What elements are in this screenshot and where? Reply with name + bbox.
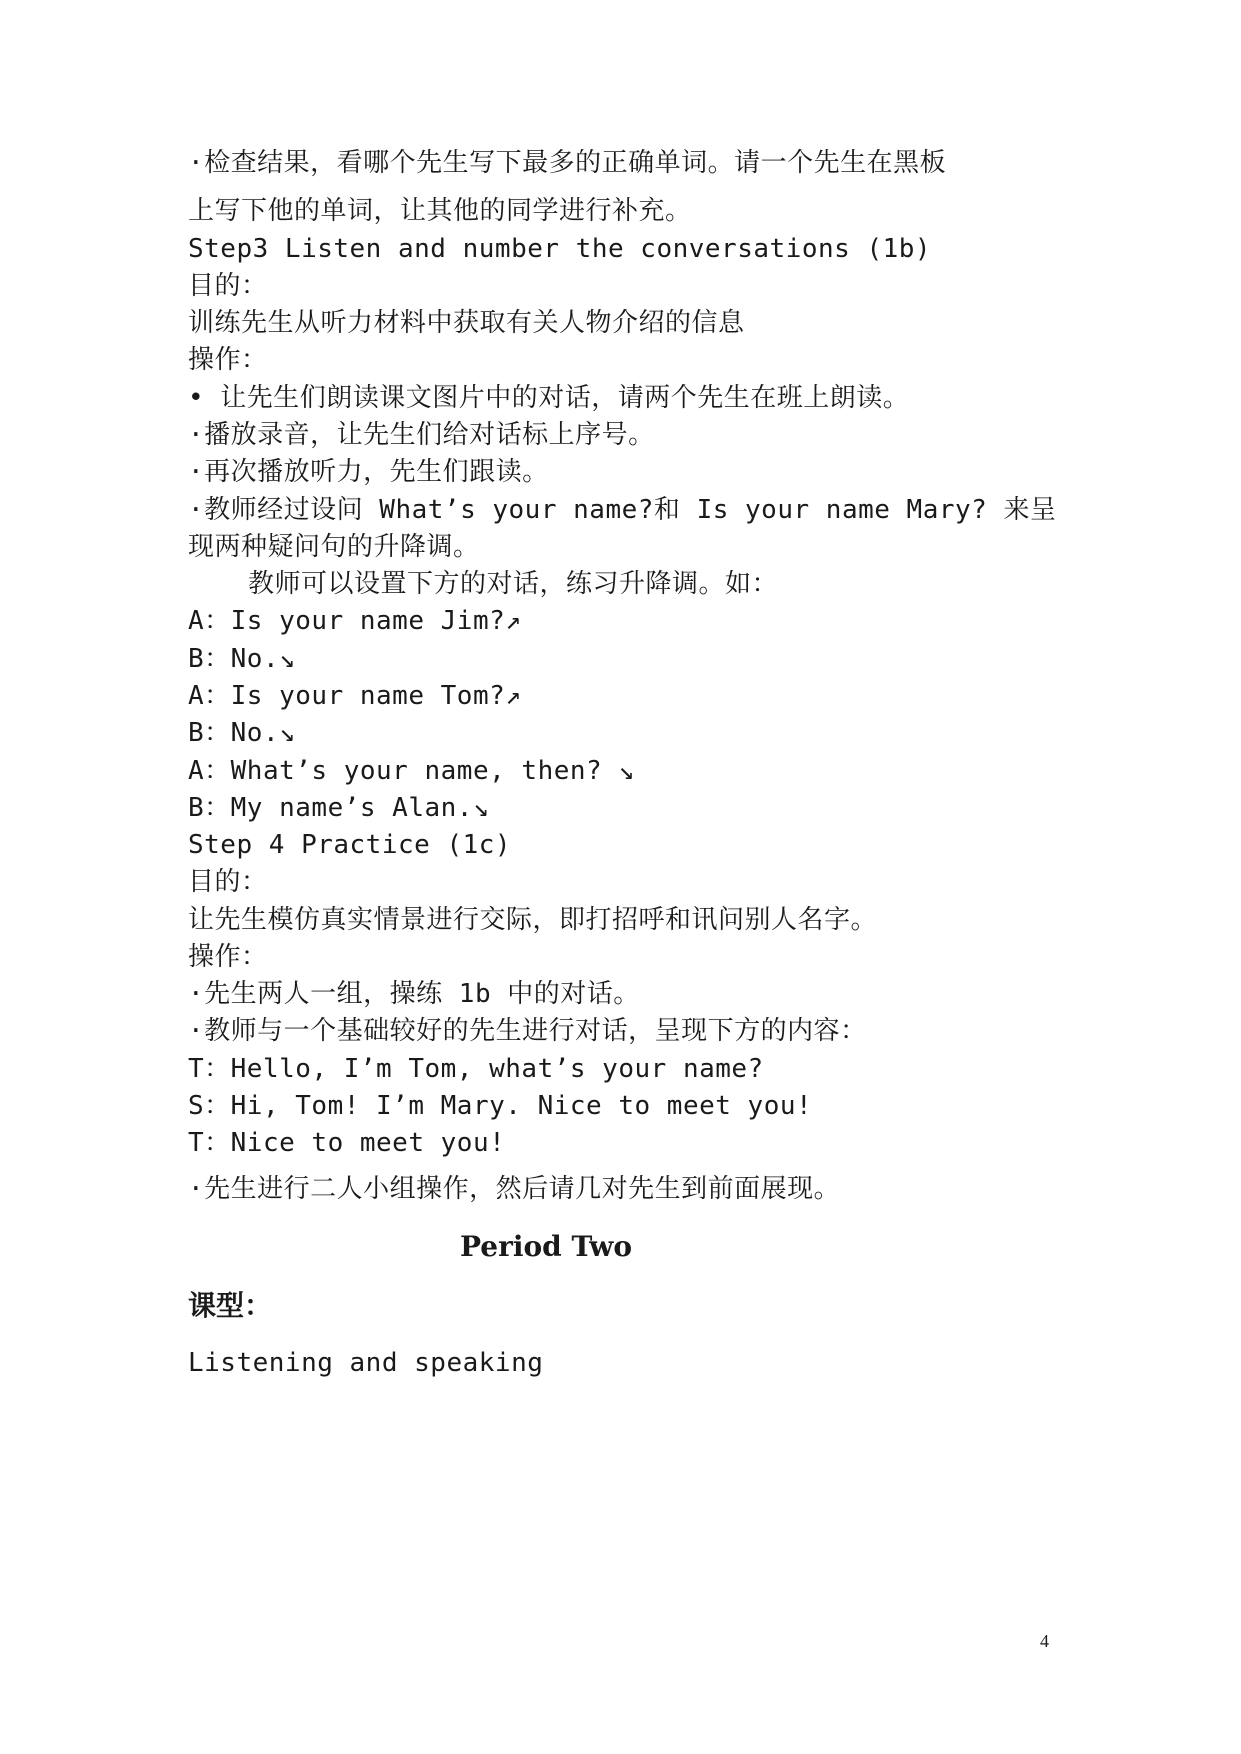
page-number: 4 bbox=[1040, 1631, 1049, 1651]
text-line: ·播放录音，让先生们给对话标上序号。 bbox=[188, 420, 655, 450]
text-line: 让先生模仿真实情景进行交际，即打招呼和讯问别人名字。 bbox=[188, 905, 878, 935]
step-heading: Step 4 Practice (1c) bbox=[188, 830, 512, 860]
text-line: 教师可以设置下方的对话，练习升降调。如： bbox=[248, 569, 779, 599]
dialogue-line: B：My name’s Alan.↘ bbox=[188, 793, 490, 823]
text-line: 操作： bbox=[188, 942, 268, 972]
dialogue-line: B：No.↘ bbox=[188, 644, 296, 674]
dialogue-line: A：Is your name Tom?↗ bbox=[188, 681, 522, 711]
course-type-value: Listening and speaking bbox=[188, 1348, 544, 1378]
text-line: ·教师经过设问 What’s your name?和 Is your name Mary? 来呈 bbox=[188, 495, 1057, 525]
text-line: 现两种疑问句的升降调。 bbox=[188, 532, 480, 562]
course-type-label: 课型： bbox=[188, 1289, 273, 1322]
text-line: ·检查结果，看哪个先生写下最多的正确单词。请一个先生在黑板 bbox=[188, 148, 947, 178]
step-heading: Step3 Listen and number the conversations (1b) bbox=[188, 234, 932, 264]
text-line: 训练先生从听力材料中获取有关人物介绍的信息 bbox=[188, 308, 745, 338]
period-heading: Period Two bbox=[460, 1230, 633, 1263]
dialogue-line: S：Hi, Tom! I’m Mary. Nice to meet you! bbox=[188, 1091, 813, 1121]
text-line: ·再次播放听力，先生们跟读。 bbox=[188, 457, 549, 487]
dialogue-line: A：What’s your name, then? ↘ bbox=[188, 756, 635, 786]
text-line: 上写下他的单词，让其他的同学进行补充。 bbox=[188, 196, 692, 226]
dialogue-line: T：Hello, I’m Tom, what’s your name? bbox=[188, 1054, 764, 1084]
text-line: ·先生两人一组，操练 1b 中的对话。 bbox=[188, 979, 640, 1009]
text-line: • 让先生们朗读课文图片中的对话，请两个先生在班上朗读。 bbox=[188, 383, 910, 413]
dialogue-line: B：No.↘ bbox=[188, 718, 296, 748]
text-line: ·先生进行二人小组操作，然后请几对先生到前面展现。 bbox=[188, 1174, 841, 1204]
text-line: 操作： bbox=[188, 345, 268, 375]
dialogue-line: A：Is your name Jim?↗ bbox=[188, 606, 522, 636]
text-line: 目的： bbox=[188, 867, 268, 897]
text-line: ·教师与一个基础较好的先生进行对话，呈现下方的内容： bbox=[188, 1016, 867, 1046]
text-line: 目的： bbox=[188, 271, 268, 301]
dialogue-line: T：Nice to meet you! bbox=[188, 1128, 506, 1158]
